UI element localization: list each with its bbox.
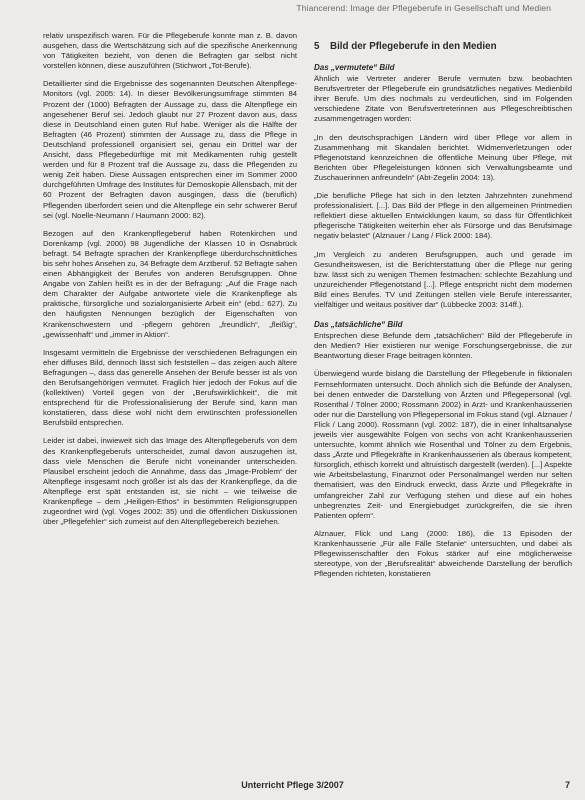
subsection-title: Das „vermutete“ Bild [314,63,395,72]
section-heading [314,41,572,53]
paragraph: Bezogen auf den Krankenpflegeberuf haben Rotenkirchen und Dorenkamp (vgl. 2000) 98 Jugendliche der Klassen 10 in Osnabrück befragt. 54 Befragte sprachen der Krankenpflege überdurchschnittliches bis sehr hohes Ansehen zu, 34 Befragte dem Arztberuf. 52 Befragte sahen einen Abhängigkeit der Berufes von anderen Berufsgruppen. Ohne Angabe von Zahlen heißt es in der der Befragung: „Auf die Frage nach dem Charakter der Aufgabe antwortete viele die Krankenpflege als praktische, fürsorgliche und sozialorganisierte Arbeit ein“ (ebd.: 627). Zu den häufigsten Nennungen bezüglich der Eigenschaften von Krankenschwestern und -pflegern gehören „freundlich“, „fleißig“, „gewissenhaft“ und „immer in Aktion“. [43,228,297,339]
paragraph: Detaillierter sind die Ergebnisse des sogenannten Deutschen Altenpflege-Monitors (vgl. 2005: 14). In dieser Bevölkerungsumfrage stimmten 84 Prozent der (1000) Befragten der Aussage zu, dass die Altenpflege ein angesehener Beruf sei. Jedoch glaubt nur 27 Prozent davon aus, dass diese in Deutschland einen guten Ruf habe. Weniger als die Hälfte der Befragten (46 Prozent) stimmten der Aussage zu, dass die Pflege in Deutschland professionell organisiert sei, genau ein Drittel war der Ansicht, dass Pflegebedürftige mit mit Medikamenten ruhig gestellt werden und für 8 Prozent traf die Aussage zu, dass die Pflegenden zu wenig Zeit haben. Diese Aussagen entsprechen einer im Sommer 2000 durchgeführten Umfrage des Institutes für Demoskopie Allensbach, mit der 60 Prozent der Befragten davon ausgingen, dass die (beruflich) Pflegenden überfordert seien und die Altenpflege ein sehr schwerer Beruf sei (vgl. Noelle-Neumann / Haumann 2000: 82). [43,79,297,220]
paragraph: Entsprechen diese Befunde dem „tatsächlichen“ Bild der Pflegeberufe in den Medien? Hier existieren nur wenige Forschungsergebnisse, die zur Beantwortung dieser Frage beitragen könnten. [314,331,572,361]
paragraph: Insgesamt vermitteln die Ergebnisse der verschiedenen Befragungen ein eher diffuses Bild, dennoch lässt sich feststellen – das zeigen auch ältere Befragungen –, dass das generelle Ansehen der Berufe besser ist als von den Berufsangehörigen vermutet. Fraglich hier jedoch der Fokus auf die (kollektiven) Vorteil gegen von der „Berufswirklichkeit“, die mit entsprechend für die Professionalisierung der Berufe sind, kann man konstatieren, dass diese wohl nicht dem erwünschten professionellen Berufsbild entsprechen. [43,347,297,428]
page-footer [0,779,585,795]
quote: „In den deutschsprachigen Ländern wird über Pflege vor allem in Zusammenhang mit Skandalen berichtet. Widmenverletzungen oder Pflegenotstand kennzeichnen die öffentliche Meinung über Pflege, mit Berichten über Pflegeleistungen können sich Verwaltungsbeamte und Zuschauerinnen anfreundeln“ (Abt-Zegelin 2004: 13). [314,132,572,182]
quote: „Im Vergleich zu anderen Berufsgruppen, auch und gerade im Gesundheitswesen, ist die Berichterstattung über die Pflege nur gering bzw. lässt sich zu wenigen Themen festmachen: schlechte Bezahlung und unzureichender Pflegenotstand [...]. Pflege entspricht nicht dem modernen Bild eines Berufes. TV und Zeitungen stellen viele Berufe interessanter, vielfältiger und weitaus positiver dar“ (Lübbecke 2003: 314ff.). [314,249,572,309]
page-number: 7 [564,780,570,790]
section-number: 5 [314,41,320,52]
right-column [314,41,572,587]
subsection-title: Das „tatsächliche“ Bild [314,320,403,330]
paragraph: Alznauer, Flick und Lang (2000: 186), die 13 Episoden der Krankenhausserie „Für alle Fälle Stefanie“ untersuchten, und dabei als Pflegewissenschaftler den Fokus stärker auf eine möglicherweise stereotype, von der „Berufsrealität“ abweichende Darstellung der beruflich Pflegenden richteten, konstatieren [314,528,572,579]
paragraph: Leider ist dabei, inwieweit sich das Image des Altenpflegeberufs von dem des Krankenpflegeberufs unterscheidet, zumal davon auszugehen ist, dass viele Menschen die Berufe nicht voneinander unterscheiden. Plausibel erscheint jedoch die Annahme, dass das „Image-Problem“ der Altenpflege insgesamt noch größer ist als das der Krankenpflege, da die Altenpflege erst spät entstanden ist, sie nicht – wie teilweise die Krankenpflege – dem „Heiligen-Ethos“ in bestimmten Religionsgruppen zugeordnet wird (vgl. Voges 2002: 35) und die öffentlichen Diskussionen über „Pflegefehler“ sich zumeist auf den Altenpflegebereich beziehen. [43,436,297,527]
left-column [43,31,297,535]
section-title: Bild der Pflegeberufe in den Medien [330,41,497,52]
paragraph: Ähnlich wie Vertreter anderer Berufe vermuten bzw. beobachten Berufsvertreter der Pflegeberufe ein grundsätzliches negatives Medienbild ihrer Berufe. Um dies nochmals zu verdeutlichen, sind im Folgenden verschiedene Zitate von Berufsvertreterinnen aus Pflegeschreibtischen zusammengetragen worden: [314,74,572,124]
paragraph: Überwiegend wurde bislang die Darstellung der Pflegeberufe in fiktionalen Fernsehformaten untersucht. Doch ähnlich sich die Befunde der Analysen, bei denen entweder die Darstellung von Ärzten und Pflegepersonal (vgl. Rosenthal / Tölner 2000; Rossmann 2002) in Arzt- und Krankenhausserien oder nur die Darstellung von Pflegepersonal im Fokus stand (vgl. Alznauer / Flick / Lang 2000). Rossmann (vgl. 2002: 187), die in einer Inhaltsanalyse jeweils vier ausgewählte Folgen von sechs von acht Krankenhausserien untersuchte, kommt ähnlich wie Rosenthal und Tölner zu dem Ergebnis, dass „Ärzte und Pflegekräfte in Krankenhausserien als überaus kompetent, fürsorglich, ethisch korrekt und altruistisch dargestellt (werden). [...] Aspekte wie Arbeitsbelastung, Finanznot oder Personalmangel werden nur selten thematisiert, was den Eindruck erweckt, dass Ärzte und Pflegekräfte in umfangreicher Zahl zur Verfügung stehen und diese auf ein hohes unbegrenztes Zeit- und Energiebudget zurückgreifen, die sie ihren Patienten opfern“. [314,369,572,520]
running-head: Thiancerend: Image der Pflegeberufe in Gesellschaft und Medien [296,3,551,13]
paragraph: relativ unspezifisch waren. Für die Pflegeberufe konnte man z. B. davon ausgehen, dass die Wertschätzung sich auf die spezifische Anerkennung von Tätigkeiten bezieht, von denen die Befragten gar selbst nicht vorstellen können, diese auszuführen (Stichwort „Tot-Berufe). [43,31,297,71]
quote: „Die berufliche Pflege hat sich in den letzten Jahrzehnten zunehmend professionalisiert. [...]. Das Bild der Pflege in den allgemeinen Printmedien reflektiert diese aktuellen Entwicklungen kaum, so dass für Öffentlichkeit pflegerische Tätigkeiten weiterhin eher als Fürsorge und das Berufsimage negativ belastet“ (Alznauer / Lang / Flick 2000: 184). [314,191,572,241]
publication-name: Unterricht Pflege 3/2007 [241,780,344,790]
